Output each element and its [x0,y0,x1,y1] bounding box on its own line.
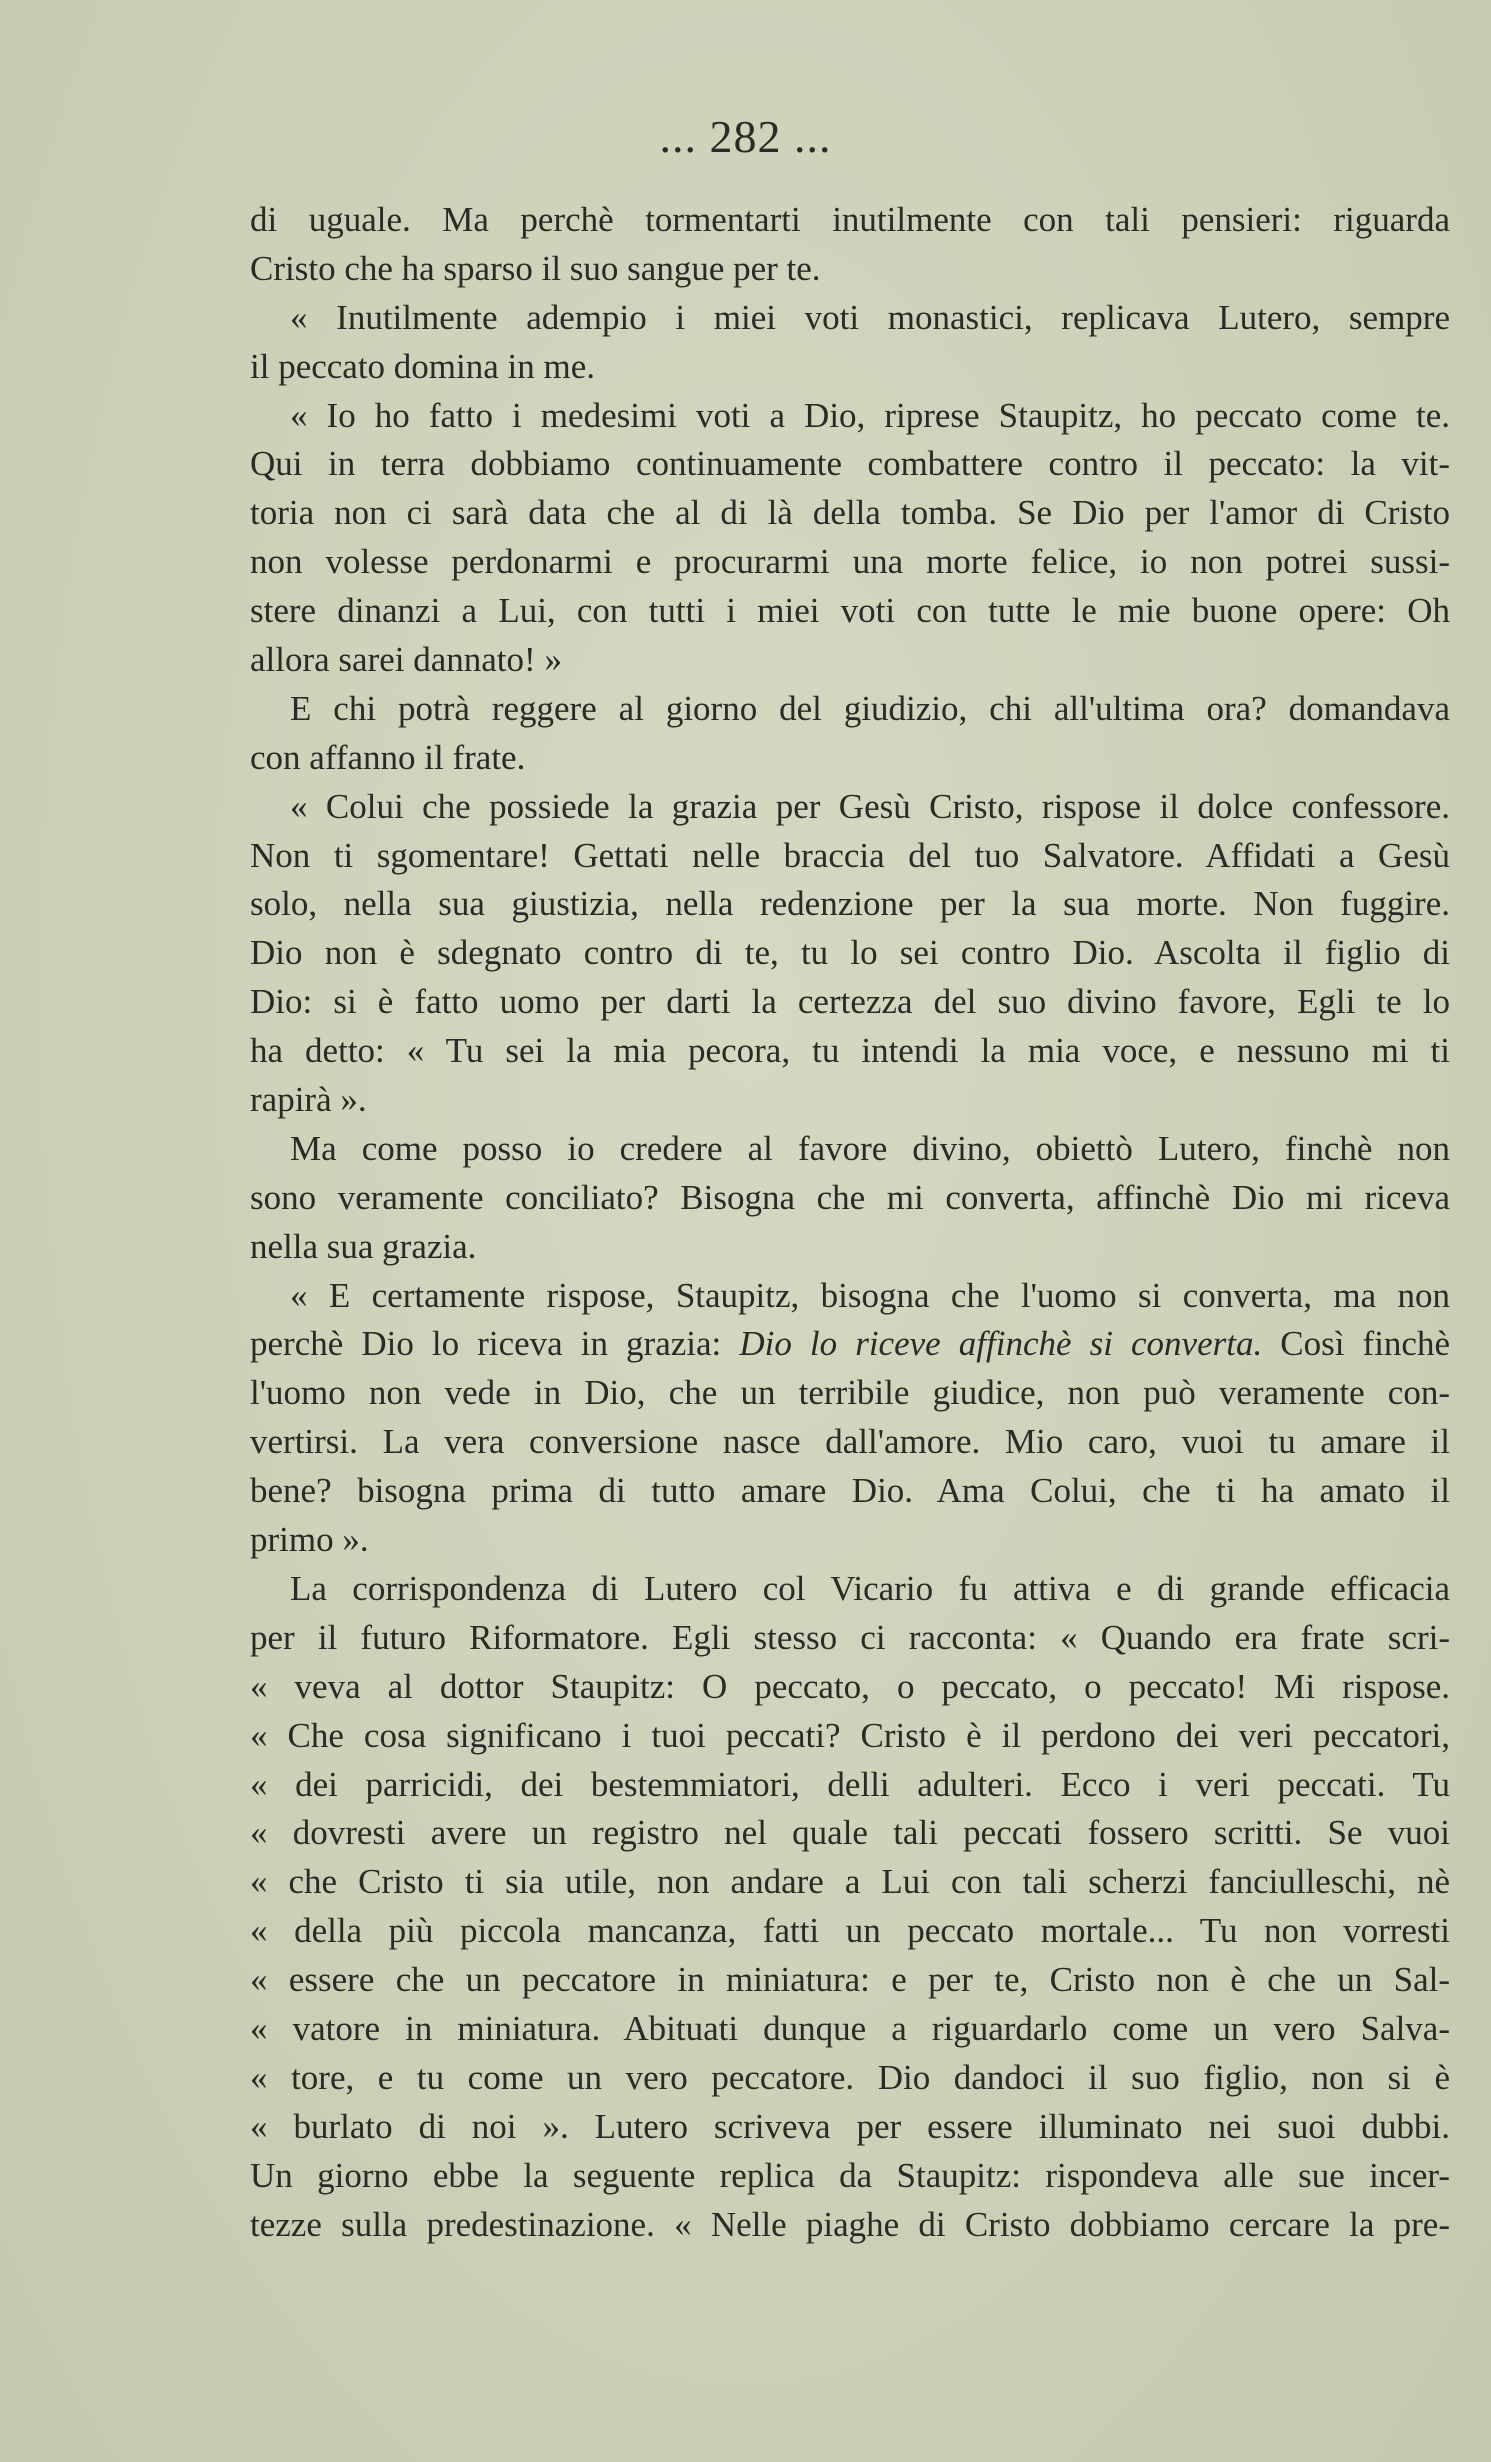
text-line-content: E chi potrà reggere al giorno del giudizio, chi all'ultima ora? domandava [290,688,1450,728]
text-line-content: « dovresti avere un registro nel quale tali peccati fossero scritti. Se vuoi [250,1813,1450,1853]
text-line-content: « Io ho fatto i medesimi voti a Dio, riprese Staupitz, ho peccato come te. [290,395,1450,435]
text-line [250,636,1450,685]
text-line [250,1418,1450,1467]
text-line [250,2103,1450,2152]
text-line [250,2005,1450,2054]
text-line-content: « Inutilmente adempio i miei voti monastici, replicava Lutero, sempre [290,297,1450,337]
text-line [250,245,1450,294]
text-line [250,783,1450,832]
text-line [250,1663,1450,1712]
text-line-content: « della più piccola mancanza, fatti un peccato mortale... Tu non vorresti [250,1911,1450,1951]
text-line-content: « E certamente rispose, Staupitz, bisogna che l'uomo si converta, ma non [290,1275,1450,1315]
text-line [250,1956,1450,2005]
text-line-continuation: Così finchè [1262,1324,1450,1364]
text-line-content: il peccato domina in me. [250,346,596,386]
text-line [250,734,1450,783]
text-line-content: « veva al dottor Staupitz: O peccato, o peccato, o peccato! Mi rispose. [250,1666,1450,1706]
text-line-content: ha detto: « Tu sei la mia pecora, tu intendi la mia voce, e nessuno mi ti [250,1031,1450,1071]
text-line [250,1125,1450,1174]
text-line-content: Qui in terra dobbiamo continuamente combattere contro il peccato: la vit- [250,444,1450,484]
text-line [250,880,1450,929]
text-line [250,440,1450,489]
text-line [250,1272,1450,1321]
text-line [250,1369,1450,1418]
text-line-content: « essere che un peccatore in miniatura: e per te, Cristo non è che un Sal- [250,1960,1450,2000]
text-line-content: « burlato di noi ». Lutero scriveva per essere illuminato nei suoi dubbi. [250,2106,1450,2146]
text-line [250,832,1450,881]
text-line-content: bene? bisogna prima di tutto amare Dio. Ama Colui, che ti ha amato il [250,1471,1450,1511]
text-line-content: non volesse perdonarmi e procurarmi una morte felice, io non potrei sussi- [250,542,1450,582]
text-line-content: perchè Dio lo riceva in grazia: [250,1324,740,1364]
text-line-content: Un giorno ebbe la seguente replica da Staupitz: rispondeva alle sue incer- [250,2155,1450,2195]
text-line-content: « dei parricidi, dei bestemmiatori, delli adulteri. Ecco i veri peccati. Tu [250,1764,1450,1804]
text-line-content: con affanno il frate. [250,737,526,777]
text-line-content: Dio: si è fatto uomo per darti la certezza del suo divino favore, Egli te lo [250,982,1450,1022]
text-line [250,2054,1450,2103]
text-line-content: Dio non è sdegnato contro di te, tu lo sei contro Dio. Ascolta il figlio di [250,933,1450,973]
text-line-content: toria non ci sarà data che al di là della tomba. Se Dio per l'amor di Cristo [250,493,1450,533]
text-line [250,196,1450,245]
text-line [250,978,1450,1027]
text-line [250,1320,1450,1369]
text-line-content: per il futuro Riformatore. Egli stesso ci racconta: « Quando era frate scri- [250,1617,1450,1657]
text-line [250,1614,1450,1663]
text-line [250,538,1450,587]
text-line [250,343,1450,392]
text-line-content: allora sarei dannato! » [250,640,562,680]
text-line-content: Cristo che ha sparso il suo sangue per te. [250,248,821,288]
text-line [250,1516,1450,1565]
text-line [250,392,1450,441]
text-line-content: Ma come posso io credere al favore divino, obiettò Lutero, finchè non [290,1128,1450,1168]
text-line-content: « tore, e tu come un vero peccatore. Dio dandoci il suo figlio, non si è [250,2057,1450,2097]
text-line-content: stere dinanzi a Lui, con tutti i miei voti con tutte le mie buone opere: Oh [250,591,1450,631]
text-line-content: sono veramente conciliato? Bisogna che mi converta, affinchè Dio mi riceva [250,1177,1450,1217]
text-line [250,2152,1450,2201]
text-line [250,1174,1450,1223]
text-line [250,1858,1450,1907]
text-line [250,1907,1450,1956]
text-line [250,1027,1450,1076]
text-line [250,587,1450,636]
text-line-content: primo ». [250,1520,369,1560]
text-line-content: rapirà ». [250,1080,367,1120]
text-line [250,1761,1450,1810]
text-line [250,685,1450,734]
text-line [250,1712,1450,1761]
text-line [250,294,1450,343]
text-line [250,489,1450,538]
text-line-content: solo, nella sua giustizia, nella redenzione per la sua morte. Non fuggire. [250,884,1450,924]
page-number: ... 282 ... [659,111,832,162]
text-line [250,2201,1450,2250]
text-line [250,1223,1450,1272]
text-line-content: vertirsi. La vera conversione nasce dall'amore. Mio caro, vuoi tu amare il [250,1422,1450,1462]
text-line-content: di uguale. Ma perchè tormentarti inutilmente con tali pensieri: riguarda [250,200,1450,239]
text-line-content: nella sua grazia. [250,1226,477,1266]
text-line-content: tezze sulla predestinazione. « Nelle piaghe di Cristo dobbiamo cercare la pre- [250,2204,1450,2244]
text-line-content: « che Cristo ti sia utile, non andare a Lui con tali scherzi fanciulleschi, nè [250,1862,1450,1902]
text-line [250,1809,1450,1858]
text-line-content: « vatore in miniatura. Abituati dunque a riguardarlo come un vero Salva- [250,2008,1450,2048]
text-line-content: Non ti sgomentare! Gettati nelle braccia del tuo Salvatore. Affidati a Gesù [250,835,1450,875]
body-text [250,196,1450,2249]
text-line [250,1565,1450,1614]
text-line [250,929,1450,978]
text-line-content: La corrispondenza di Lutero col Vicario fu attiva e di grande efficacia [290,1568,1450,1608]
text-line [250,1076,1450,1125]
text-line-content: « Colui che possiede la grazia per Gesù Cristo, rispose il dolce confessore. [290,786,1450,826]
text-line-content: « Che cosa significano i tuoi peccati? Cristo è il perdono dei veri peccatori, [250,1715,1450,1755]
italic-phrase: Dio lo riceve affinchè si converta. [739,1324,1263,1364]
text-line [250,1467,1450,1516]
text-line-content: l'uomo non vede in Dio, che un terribile giudice, non può veramente con- [250,1373,1450,1413]
